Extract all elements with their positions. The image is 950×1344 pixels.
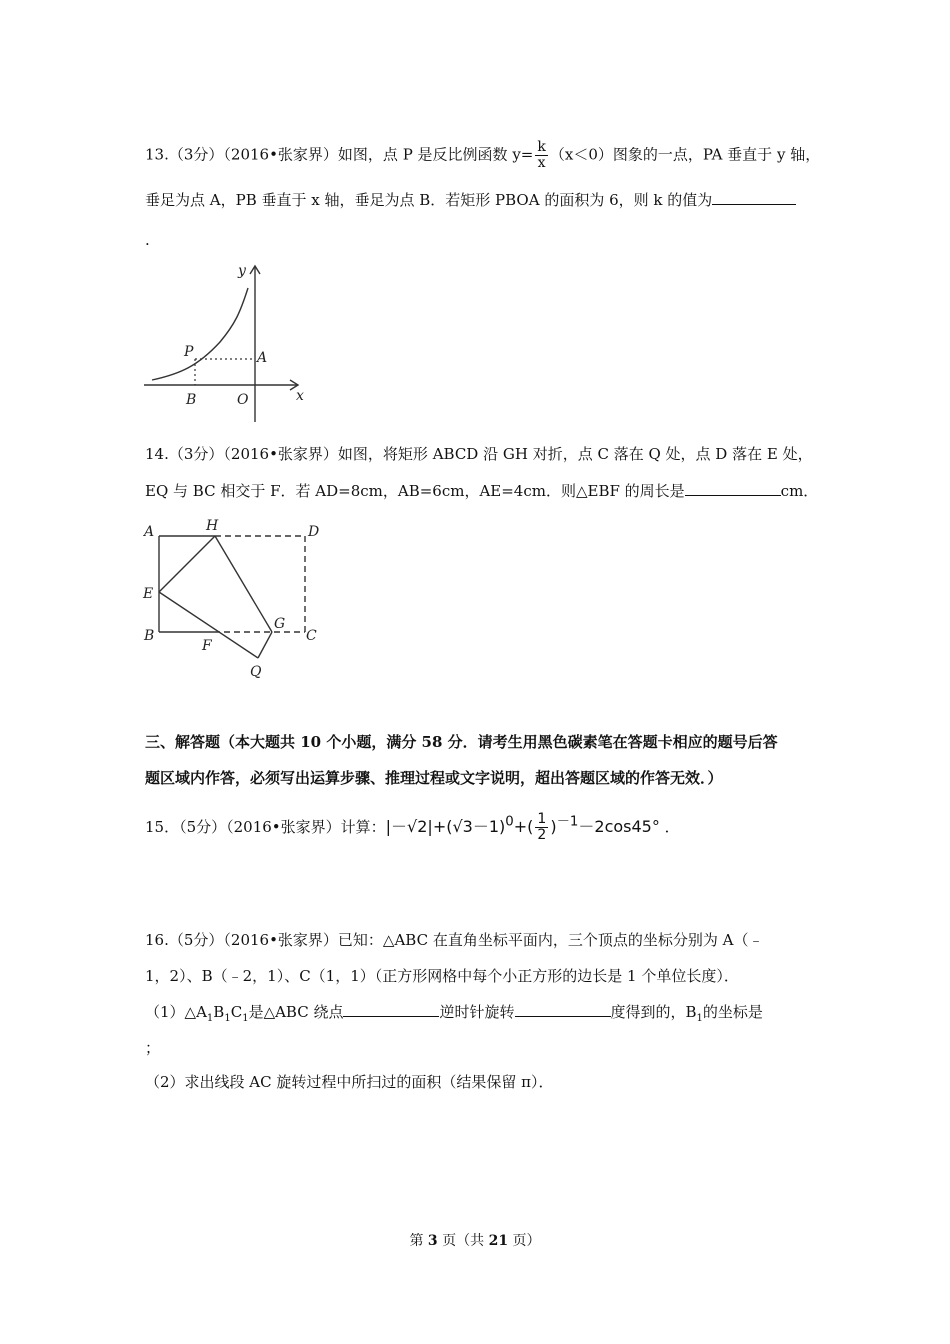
- total-pages: 21: [488, 1233, 509, 1249]
- label-b: B: [186, 392, 197, 408]
- label-f: F: [202, 638, 212, 654]
- q13-line1: 13.（3分）（2016•张家界）如图，点 P 是反比例函数 y= $\frac{k}{x}$ （x＜0）图象的一点，PA 垂直于 y 轴，: [145, 139, 821, 171]
- label-y: y: [238, 263, 246, 279]
- k-over-x-fraction: $\frac{k}{x}$: [537, 139, 546, 171]
- q16-line4: ；: [145, 1039, 161, 1057]
- q16-line1: 16.（5分）（2016•张家界）已知：△ABC 在直角坐标平面内，三个顶点的坐标分别为 A（﹣: [145, 931, 764, 949]
- fold-eh: [159, 536, 215, 592]
- q14-line2: EQ 与 BC 相交于 F．若 AD=8cm，AB=6cm，AE=4cm．则△EBF 的周长是 cm．: [145, 482, 819, 500]
- one-half-fraction: $\frac{1}{2}$: [537, 811, 547, 843]
- label-o: O: [237, 392, 249, 408]
- answer-blank-point: [343, 1002, 439, 1017]
- current-page-number: 3: [427, 1233, 438, 1249]
- q15-line: 15．（5分）（2016•张家界）计算：$|-√2|+(√3-1)^0+$( $\frac{1}{2}$ )$^{-1}$－2cos45° ．: [145, 811, 680, 843]
- q14-figure: [140, 512, 340, 684]
- section3-heading-line1: 三、解答题（本大题共 10 个小题，满分 58 分．请考生用黑色碳素笔在答题卡相应的题号后答: [145, 733, 778, 751]
- label-q: Q: [250, 664, 262, 680]
- label-b: B: [144, 628, 155, 644]
- label-h: H: [206, 518, 219, 534]
- label-x: x: [296, 388, 304, 404]
- section3-heading-line2: 题区域内作答，必须写出运算步骤、推理过程或文字说明，超出答题区域的作答无效．）: [145, 769, 723, 787]
- q16-part2: （2）求出线段 AC 旋转过程中所扫过的面积（结果保留 π）．: [145, 1073, 554, 1091]
- answer-blank: [685, 481, 781, 496]
- answer-blank: [712, 190, 796, 205]
- answer-blank-degree: [515, 1002, 611, 1017]
- label-c: C: [306, 628, 317, 644]
- page-footer: 第 3 页（共 21 页）: [409, 1233, 541, 1249]
- q15-expression: $|-√2|+(√3-1)^0+$( $\frac{1}{2}$ )$^{-1}$－2cos45°: [385, 811, 660, 843]
- q16-line2: 1，2）、B（﹣2，1）、C（1，1）（正方形网格中每个小正方形的边长是 1 个单位长度）．: [145, 967, 739, 985]
- q13-figure: [140, 258, 320, 428]
- label-d: D: [308, 524, 320, 540]
- fold-hg: [215, 536, 272, 632]
- label-a: A: [144, 524, 155, 540]
- fold-qg: [258, 632, 272, 658]
- q14-line1: 14.（3分）（2016•张家界）如图，将矩形 ABCD 沿 GH 对折，点 C 落在 Q 处，点 D 落在 E 处，: [145, 445, 813, 463]
- label-e: E: [143, 586, 154, 602]
- q13-line3: .: [145, 231, 150, 249]
- label-a: A: [257, 350, 268, 366]
- hyperbola-curve: [152, 288, 248, 380]
- q13-line2: 垂足为点 A，PB 垂直于 x 轴，垂足为点 B．若矩形 PBOA 的面积为 6，则 k 的值为: [145, 190, 796, 210]
- q16-part1: $(1)\triangle A_1B_1C_1$是△ABC 绕点 逆时针旋转 度得到的，$B_1$的坐标是: [145, 1003, 763, 1024]
- label-g: G: [274, 616, 286, 632]
- label-p: P: [184, 344, 194, 360]
